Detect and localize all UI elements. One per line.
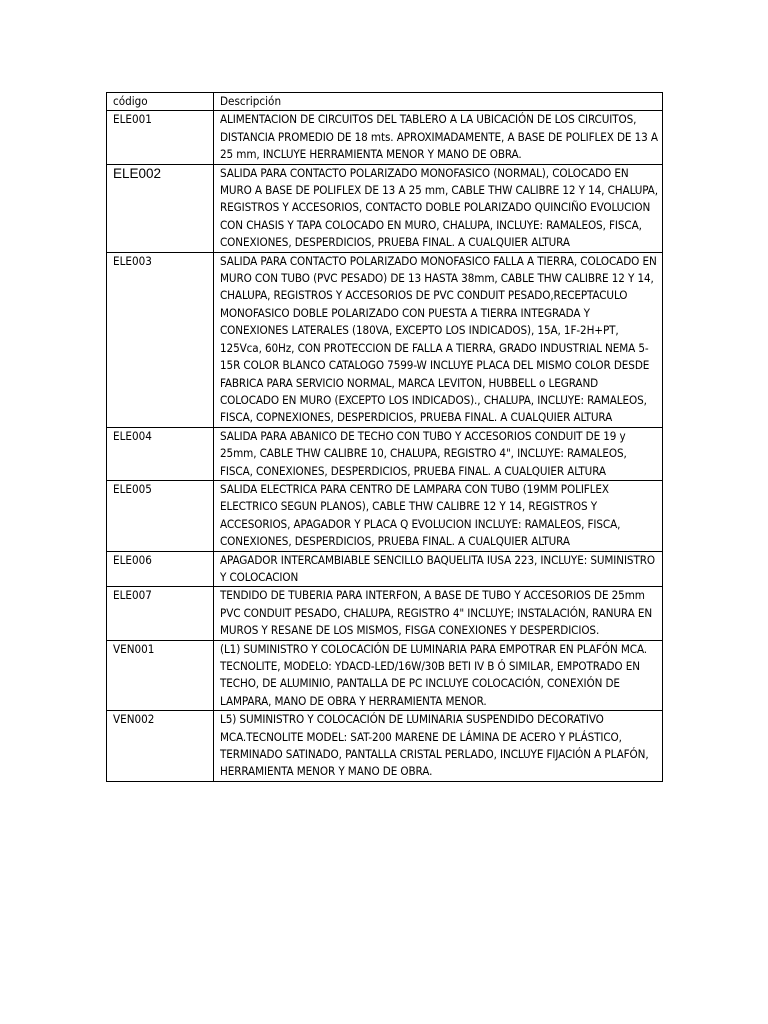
table-row [107, 711, 663, 782]
row-code: ELE007 [107, 587, 214, 640]
row-description: APAGADOR INTERCAMBIABLE SENCILLO BAQUELITA IUSA 223, INCLUYE: SUMINISTRO Y COLOCACION [214, 551, 663, 587]
table-row [107, 480, 663, 551]
table-row [107, 640, 663, 711]
row-description: SALIDA ELECTRICA PARA CENTRO DE LAMPARA CON TUBO (19MM POLIFLEX ELECTRICO SEGUN PLANOS), CABLE THW CALIBRE 12 Y 14, REGISTROS Y ACCESORIOS, APAGADOR Y PLACA Q EVOLUCION INCLUYE: RAMALEOS, FISCA, CONEXIONES, DESPERDICIOS, PRUEBA FINAL. A CUALQUIER ALTURA [214, 480, 663, 551]
table-row [107, 427, 663, 480]
row-description: SALIDA PARA CONTACTO POLARIZADO MONOFASICO (NORMAL), COLOCADO EN MURO A BASE DE POLIFLEX DE 13 A 25 mm, CABLE THW CALIBRE 12 Y 14, CHALUPA, REGISTROS Y ACCESORIOS, CONTACTO DOBLE POLARIZADO QUINCIÑO EVOLUCION CON CHASIS Y TAPA COLOCADO EN MURO, CHALUPA, INCLUYE: RAMALEOS, FISCA, CONEXIONES, DESPERDICIOS, PRUEBA FINAL. A CUALQUIER ALTURA [214, 164, 663, 252]
header-code: código [107, 93, 214, 111]
row-description: L5) SUMINISTRO Y COLOCACIÓN DE LUMINARIA SUSPENDIDO DECORATIVO MCA.TECNOLITE MODEL: SAT-200 MARENE DE LÁMINA DE ACERO Y PLÁSTICO, TERMINADO SATINADO, PANTALLA CRISTAL PERLADO, INCLUYE FIJACIÓN A PLAFÓN, HERRAMIENTA MENOR Y MANO DE OBRA. [214, 711, 663, 782]
table-row [107, 164, 663, 252]
table-row [107, 111, 663, 164]
table-row [107, 587, 663, 640]
table-header-row [107, 93, 663, 111]
row-description: TENDIDO DE TUBERIA PARA INTERFON, A BASE DE TUBO Y ACCESORIOS DE 25mm PVC CONDUIT PESADO, CHALUPA, REGISTRO 4" INCLUYE; INSTALACIÓN, RANURA EN MUROS Y RESANE DE LOS MISMOS, FISGA CONEXIONES Y DESPERDICIOS. [214, 587, 663, 640]
row-code: VEN002 [107, 711, 214, 782]
row-code: VEN001 [107, 640, 214, 711]
row-description: (L1) SUMINISTRO Y COLOCACIÓN DE LUMINARIA PARA EMPOTRAR EN PLAFÓN MCA. TECNOLITE, MODELO: YDACD-LED/16W/30B BETI IV B Ó SIMILAR, EMPOTRADO EN TECHO, DE ALUMINIO, PANTALLA DE PC INCLUYE COLOCACIÓN, CONEXIÓN DE LAMPARA, MANO DE OBRA Y HERRAMIENTA MENOR. [214, 640, 663, 711]
table-row [107, 551, 663, 587]
row-description: SALIDA PARA ABANICO DE TECHO CON TUBO Y ACCESORIOS CONDUIT DE 19 y 25mm, CABLE THW CALIBRE 10, CHALUPA, REGISTRO 4", INCLUYE: RAMALEOS, FISCA, CONEXIONES, DESPERDICIOS, PRUEBA FINAL. A CUALQUIER ALTURA [214, 427, 663, 480]
row-code: ELE006 [107, 551, 214, 587]
row-code: ELE003 [107, 252, 214, 427]
header-description: Descripción [214, 93, 663, 111]
row-code: ELE002 [107, 164, 214, 252]
row-description: ALIMENTACION DE CIRCUITOS DEL TABLERO A LA UBICACIÓN DE LOS CIRCUITOS, DISTANCIA PROMEDIO DE 18 mts. APROXIMADAMENTE, A BASE DE POLIFLEX DE 13 A 25 mm, INCLUYE HERRAMIENTA MENOR Y MANO DE OBRA. [214, 111, 663, 164]
row-code: ELE005 [107, 480, 214, 551]
table-row [107, 252, 663, 427]
row-code: ELE004 [107, 427, 214, 480]
spec-table [106, 92, 663, 782]
row-code: ELE001 [107, 111, 214, 164]
row-description: SALIDA PARA CONTACTO POLARIZADO MONOFASICO FALLA A TIERRA, COLOCADO EN MURO CON TUBO (PVC PESADO) DE 13 HASTA 38mm, CABLE THW CALIBRE 12 Y 14, CHALUPA, REGISTROS Y ACCESORIOS DE PVC CONDUIT PESADO,RECEPTACULO MONOFASICO DOBLE POLARIZADO CON PUESTA A TIERRA INTEGRADA Y CONEXIONES LATERALES (180VA, EXCEPTO LOS INDICADOS), 15A, 1F-2H+PT, 125Vca, 60Hz, CON PROTECCION DE FALLA A TIERRA, GRADO INDUSTRIAL NEMA 5-15R COLOR BLANCO CATALOGO 7599-W INCLUYE PLACA DEL MISMO COLOR DESDE FABRICA PARA SERVICIO NORMAL, MARCA LEVITON, HUBBELL o LEGRAND COLOCADO EN MURO (EXCEPTO LOS INDICADOS)., CHALUPA, INCLUYE: RAMALEOS, FISCA, COPNEXIONES, DESPERDICIOS, PRUEBA FINAL. A CUALQUIER ALTURA [214, 252, 663, 427]
